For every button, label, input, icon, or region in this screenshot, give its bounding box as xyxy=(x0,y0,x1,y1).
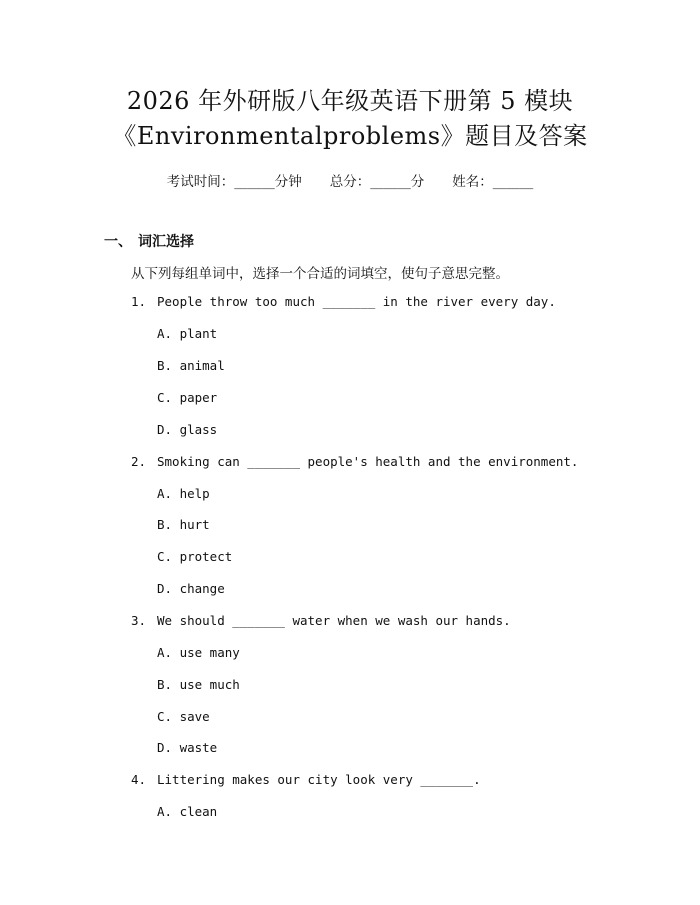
question-1-option-b: B. animal xyxy=(157,358,225,373)
question-2-option-b: B. hurt xyxy=(157,517,210,532)
question-3-option-b: B. use much xyxy=(157,677,240,692)
question-2-option-c: C. protect xyxy=(157,549,233,564)
section-title: 词汇选择 xyxy=(138,234,194,250)
question-3 xyxy=(131,613,511,629)
question-3-option-a: A. use many xyxy=(157,645,240,660)
section-number: 一、 xyxy=(104,234,132,250)
question-number: 4. xyxy=(131,772,147,787)
question-2 xyxy=(131,454,578,470)
question-1-option-a: A. plant xyxy=(157,326,218,341)
question-number: 3. xyxy=(131,613,147,628)
student-name-field: 姓名：______ xyxy=(452,174,534,190)
question-3-option-c: C. save xyxy=(157,709,210,724)
question-4 xyxy=(131,772,481,788)
question-1-option-c: C. paper xyxy=(157,390,218,405)
document-title-line-1: 2026 年外研版八年级英语下册第 5 模块 xyxy=(126,87,574,115)
section-heading xyxy=(104,231,194,251)
question-4-option-a: A. clean xyxy=(157,804,218,819)
question-2-option-d: D. change xyxy=(157,581,225,596)
question-text: We should _______ water when we wash our hands. xyxy=(157,613,511,628)
question-text: Smoking can _______ people's health and the environment. xyxy=(157,454,579,469)
exam-info-line xyxy=(0,170,700,190)
question-text: Littering makes our city look very _______. xyxy=(157,772,481,787)
question-2-option-a: A. help xyxy=(157,486,210,501)
exam-time-field: 考试时间：______分钟 xyxy=(166,174,302,190)
document-title-line-2: 《Environmentalproblems》题目及答案 xyxy=(112,122,588,150)
question-number: 1. xyxy=(131,294,147,309)
total-score-field: 总分：______分 xyxy=(329,174,425,190)
question-3-option-d: D. waste xyxy=(157,740,218,755)
section-instruction: 从下列每组单词中，选择一个合适的词填空，使句子意思完整。 xyxy=(131,266,509,282)
question-text: People throw too much _______ in the river every day. xyxy=(157,294,556,309)
question-1 xyxy=(131,294,556,310)
question-1-option-d: D. glass xyxy=(157,422,218,437)
question-number: 2. xyxy=(131,454,147,469)
